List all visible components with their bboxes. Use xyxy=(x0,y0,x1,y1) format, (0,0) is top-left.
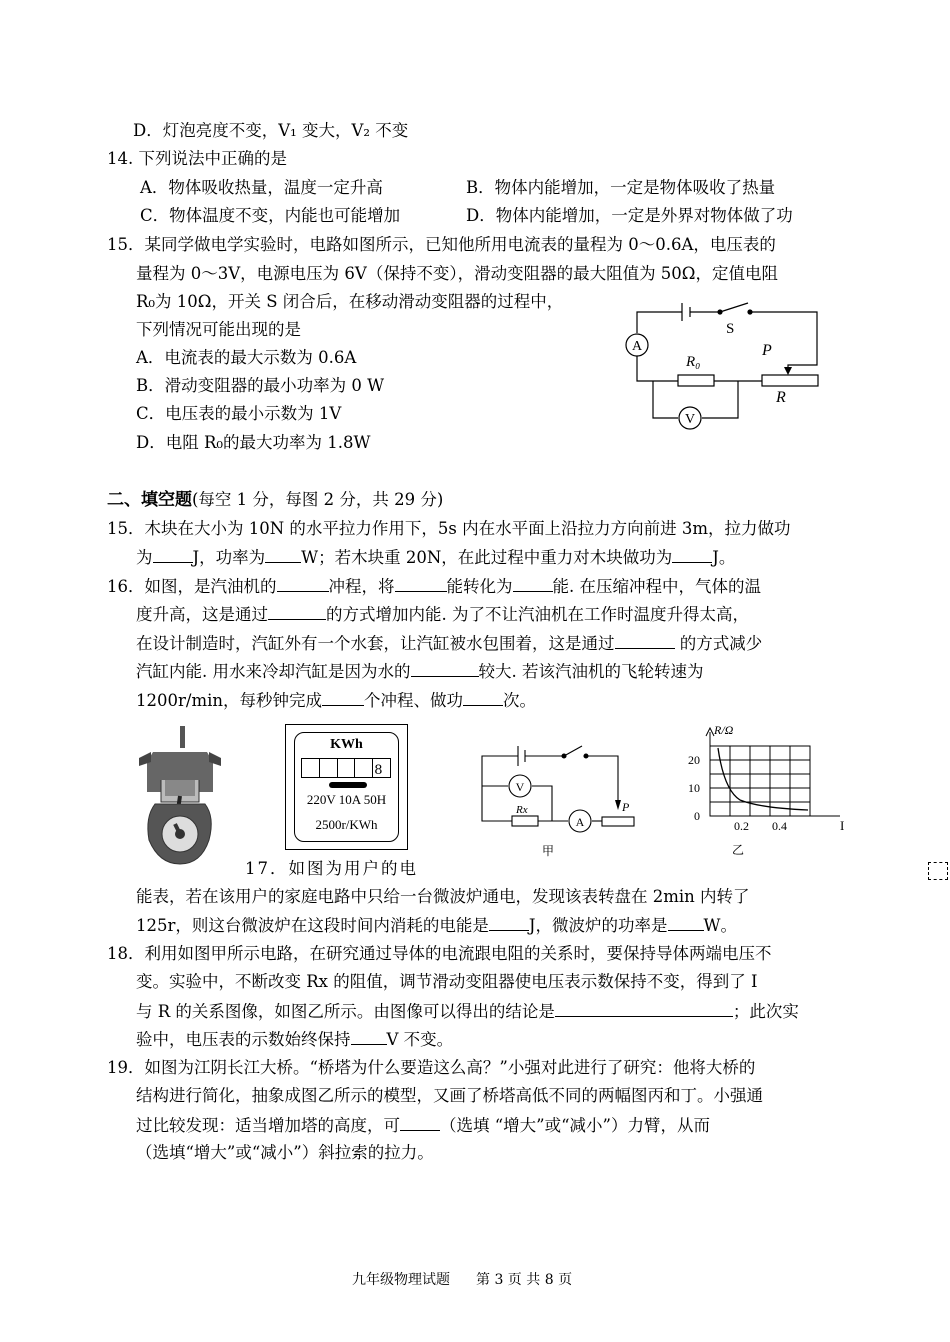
blank[interactable] xyxy=(351,1028,387,1045)
q14-option-b: B．物体内能增加，一定是物体吸收了热量 xyxy=(466,178,776,197)
q14-option-d: D．物体内能增加，一定是外界对物体做了功 xyxy=(466,206,793,225)
electric-meter xyxy=(285,724,408,850)
fig18-ammeter-label: A xyxy=(575,815,585,829)
q15a-line3: R₀为 10Ω，开关 S 闭合后，在移动滑动变阻器的过程中， xyxy=(136,292,564,311)
meter-unit: KWh xyxy=(330,737,363,752)
fig18-p-label: P xyxy=(622,800,630,814)
q14-option-c: C．物体温度不变，内能也可能增加 xyxy=(140,206,401,225)
blank[interactable] xyxy=(400,1114,440,1131)
meter-digits xyxy=(301,758,391,778)
blank[interactable] xyxy=(411,660,479,677)
q15b-line2: 为 J，功率为 W；若木块重 20N，在此过程中重力对木块做功为 J。 xyxy=(136,548,736,567)
meter-disc xyxy=(329,782,367,788)
fig18-rx-label: Rx xyxy=(516,804,528,816)
blank[interactable] xyxy=(268,603,326,620)
blank[interactable] xyxy=(668,914,704,931)
q19-line2: 结构进行简化，抽象成图乙所示的模型，又画了桥塔高低不同的两幅图丙和丁。小强通 xyxy=(136,1086,763,1105)
ammeter-label: A xyxy=(631,339,643,354)
fig18-graph-yi xyxy=(680,720,855,855)
blank[interactable] xyxy=(265,546,301,563)
fig18-jia-label: 甲 xyxy=(542,844,555,858)
blank[interactable] xyxy=(395,575,447,592)
q15a-line1: 15．某同学做电学实验时，电路如图所示，已知他所用电流表的量程为 0～0.6A，电压表的 xyxy=(107,235,776,254)
section-2-heading xyxy=(107,489,443,511)
q15a-option-b: B．滑动变阻器的最小功率为 0 W xyxy=(136,376,385,395)
blank[interactable] xyxy=(513,575,553,592)
graph-x-04: 0.4 xyxy=(772,819,787,833)
q15a-option-a: A．电流表的最大示数为 0.6A xyxy=(136,348,357,367)
voltmeter-label: V xyxy=(684,412,696,427)
q15a-option-c: C．电压表的最小示数为 1V xyxy=(136,404,342,423)
q16-line1: 16．如图，是汽油机的 冲程，将 能转化为 能. 在压缩冲程中，气体的温 xyxy=(107,577,761,596)
q16-line4: 汽缸内能. 用水来冷却汽缸是因为水的 较大. 若该汽油机的飞轮转速为 xyxy=(136,662,704,681)
blank[interactable] xyxy=(555,1000,733,1017)
fig18-yi-label: 乙 xyxy=(732,843,745,855)
q18-line4: 验中，电压表的示数始终保持 V 不变。 xyxy=(136,1030,454,1049)
graph-origin: 0 xyxy=(694,809,700,823)
blank[interactable] xyxy=(672,546,712,563)
spark-plug xyxy=(180,726,185,748)
footer xyxy=(352,1269,572,1291)
q18-line2: 变。实验中，不断改变 Rx 的阻值，调节滑动变阻器使电压表示数保持不变，得到了 I xyxy=(136,972,758,991)
q19-line1: 19．如图为江阴长江大桥。“桥塔为什么要造这么高？”小强对此进行了研究：他将大桥的 xyxy=(107,1058,756,1077)
q15-circuit-diagram xyxy=(620,295,830,435)
q18-line3: 与 R 的关系图像，如图乙所示。由图像可以得出的结论是 ；此次实 xyxy=(136,1002,799,1021)
blank[interactable] xyxy=(277,575,329,592)
section-2-title: 二、填空题 xyxy=(107,490,192,510)
q17-line3: 125r，则这台微波炉在这段时间内消耗的电能是 J，微波炉的功率是 W。 xyxy=(136,916,737,935)
graph-x-02: 0.2 xyxy=(734,819,749,833)
q13-option-d: D．灯泡亮度不变，V₁ 变大，V₂ 不变 xyxy=(133,121,409,140)
q18-line1: 18．利用如图甲所示电路，在研究通过导体的电流跟电阻的关系时，要保持导体两端电压不 xyxy=(107,944,772,963)
margin-box xyxy=(928,862,948,880)
fig18-circuit-jia xyxy=(470,738,640,858)
section-2-note: (每空 1 分，每图 2 分，共 29 分) xyxy=(192,490,444,509)
meter-inner xyxy=(294,732,399,842)
q15a-option-d: D．电阻 R₀的最大功率为 1.8W xyxy=(136,433,371,452)
meter-rating: 220V 10A 50H xyxy=(306,792,387,807)
fig18-voltmeter-label: V xyxy=(515,780,525,794)
graph-y-axis-label: R/Ω xyxy=(714,723,734,737)
q17-line1: 17．如图为用户的电 xyxy=(245,859,418,878)
q14-stem: 14. 下列说法中正确的是 xyxy=(107,149,287,168)
footer-subject: 九年级物理试题 xyxy=(352,1272,450,1288)
q14-option-a: A．物体吸收热量，温度一定升高 xyxy=(140,178,383,197)
blank[interactable] xyxy=(463,689,503,706)
graph-y-20: 20 xyxy=(688,753,700,767)
graph-x-axis-label: I xyxy=(840,818,845,833)
blank[interactable] xyxy=(322,689,364,706)
q15a-line2: 量程为 0～3V，电源电压为 6V（保持不变），滑动变阻器的最大阻值为 50Ω，定值电阻 xyxy=(136,264,778,283)
r0-label: R₀ xyxy=(686,354,701,370)
meter-last-digit: 8 xyxy=(374,763,383,778)
piston xyxy=(165,780,195,796)
engine-stroke-figure xyxy=(135,722,225,867)
graph-y-10: 10 xyxy=(688,781,700,795)
q19-line4: （选填“增大”或“减小”）斜拉索的拉力。 xyxy=(136,1143,434,1162)
q17-line2: 能表，若在该用户的家庭电路中只给一台微波炉通电，发现该表转盘在 2min 内转了 xyxy=(136,887,750,906)
blank[interactable] xyxy=(153,546,193,563)
meter-revolutions: 2500r/KWh xyxy=(315,817,378,832)
switch-label: S xyxy=(726,321,735,337)
q16-line3: 在设计制造时，汽缸外有一个水套，让汽缸被水包围着，这是通过 的方式减少 xyxy=(136,634,763,653)
rheostat-label: R xyxy=(776,389,786,406)
q15a-line4: 下列情况可能出现的是 xyxy=(136,320,301,339)
q16-line5: 1200r/min，每秒钟完成 个冲程、做功 次。 xyxy=(136,691,536,710)
r-i-curve xyxy=(718,748,808,810)
footer-page: 第 3 页 共 8 页 xyxy=(476,1272,573,1288)
blank[interactable] xyxy=(489,914,529,931)
slider-label: P xyxy=(762,342,772,359)
blank[interactable] xyxy=(615,632,675,649)
q15b-line1: 15．木块在大小为 10N 的水平拉力作用下，5s 内在水平面上沿拉力方向前进 3m，拉力做功 xyxy=(107,519,791,538)
q16-line2: 度升高，这是通过 的方式增加内能. 为了不让汽油机在工作时温度升得太高， xyxy=(136,605,749,624)
q19-line3: 过比较发现：适当增加塔的高度，可 （选填 “增大”或“减小”）力臂，从而 xyxy=(136,1116,710,1135)
